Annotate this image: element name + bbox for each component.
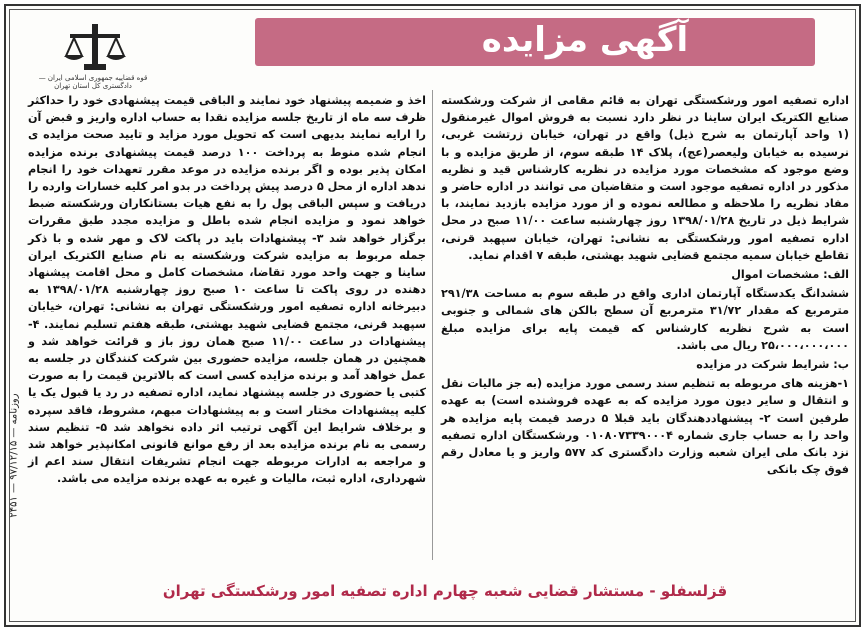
intro-paragraph: اداره تصفیه امور ورشکستگی تهران به قائم مقامی از شرکت ورشکسته صنایع الکتریک ایران ساینا در نظر دارد نسبت به فروش اموال غیرمنقول (۱ واحد آپارتمان به شرح ذیل) واقع در تهران، خیابان زرتشت غربی، نرسیده به خیابان ولیعصر(عج)، پلاک ۱۴ طبقه سوم، از طریق مزایده و با وضع موجود که مشخصات مورد مزایده در نظریه کارشناس قید و نظریه مذکور در اداره تصفیه موجود است و متقاضیان می توانند در اداره حاضر و مفاد نظریه را ملاحظه و مطالعه نموده و از مورد مزایده بازدید نمایند، با شرایط ذیل در تاریخ ۱۳۹۸/۰۱/۲۸ روز چهارشنبه ساعت ۱۱/۰۰ صبح در محل اداره تصفیه امور ورشکستگی به نشانی: تهران، خیابان سپهبد قرنی، تقاطع خیابان سمیه مجتمع قضایی شهید بهشتی، طبقه ۷ اقدام نماید.	[441, 94, 849, 262]
right-column	[441, 92, 849, 480]
section-a-heading: الف: مشخصات اموال	[731, 268, 849, 282]
section-a-text: ششدانگ یکدستگاه آپارتمان اداری واقع در طبقه سوم به مساحت ۲۹۱/۳۸ مترمربع که مقدار ۳۱/۷۲ مترمربع آن سطح بالکن های شمالی و جنوبی است به شرح نظریه کارشناس که قیمت پایه برای مزایده مبلغ ۲۵،۰۰۰،۰۰۰،۰۰۰ ریال می باشد.	[441, 287, 849, 352]
logo-caption: قوه قضاییه جمهوری اسلامی ایران — دادگستری کل استان تهران	[38, 74, 148, 90]
conditions-continued-text: اخذ و ضمیمه پیشنهاد خود نمایند و الباقی قیمت پیشنهادی خود را حداکثر ظرف سه ماه از تاریخ جلسه مزایده نقدا به حساب اداره واریز و قبض آن را ارایه نمایند بدیهی است که تحویل مورد مزاید و تایید صحت مزایده ی انجام شده منوط به پرداخت ۱۰۰ درصد قیمت پیشنهادی برنده مزایده امکان پذیر بوده و اگر برنده مزایده در موعد مقرر تعهدات خود را انجام ندهد اداره از محل ۵ درصد پیش پرداخت در بدو امر کلیه خسارات وارده را دریافت و سپس الباقی پول را به نفع هیات بستانکاران ورشکسته ضبط خواهد نمود و مزایده انجام شده باطل و مزایده مجدد طبق مقررات برگزار خواهد شد ۳- پیشنهادات باید در پاکت لاک و مهر شده و با ذکر جمله مربوط به مزایده شرکت ورشکسته به نام صنایع الکتریک ایران ساینا و جهت واحد مورد تقاضا، مشخصات کامل و محل اقامت پیشنهاد دهنده در روی پاکت تا ساعت ۱۰ صبح روز چهارشنبه ۱۳۹۸/۰۱/۲۸ به دبیرخانه اداره تصفیه امور ورشکستگی تهران به نشانی: تهران، خیابان سپهبد قرنی، مجتمع قضایی شهید بهشتی، طبقه هفتم تسلیم نمایند. ۴- پیشنهادات در ساعت ۱۱/۰۰ صبح همان روز باز و قرائت خواهد شد و همچنین در همان جلسه، مزایده حضوری بین شرکت کنندگان در جلسه به عمل خواهد آمد و برنده مزایده کسی است که بالاترین قیمت را به صورت کتبی یا حضوری در جلسه پیشنهاد نماید، اداره تصفیه در رد یا قبول یک یا کلیه پیشنهادات مختار است و به پیشنهادات مبهم، مشروط، فاقد سپرده و برخلاف شرایط این آگهی ترتیب اثر داده نخواهد شد ۵- تنظیم سند رسمی به نام برنده مزایده بعد از رفع موانع قانونی امکانپذیر خواهد شد و مراجعه به ادارات مربوطه جهت انجام تشریفات انتقال سند اعم از شهرداری، اداره ثبت، مالیات و غیره به عهده برنده مزایده می باشد.	[28, 94, 426, 486]
section-b-heading: ب: شرایط شرکت در مزایده	[696, 358, 849, 372]
page-title: آگهی مزایده	[481, 20, 689, 60]
ad-header	[10, 10, 855, 90]
column-divider	[432, 90, 433, 560]
left-column	[28, 92, 426, 490]
signature-line: قزلسفلو - مستشار قضایی شعبه چهارم اداره تصفیه امور ورشکستگی تهران	[162, 582, 728, 600]
section-b-text: ۱-هزینه های مربوطه به تنظیم سند رسمی مورد مزایده (به جز مالیات نقل و انتقال و سایر دیون مورد مزایده که به عهده فروشنده است) به عهده طرفین است ۲- پیشنهاددهندگان باید قبلا ۵ درصد قیمت پایه مزایده هر واحد را به حساب جاری شماره ۰۱۰۸۰۷۳۳۹۰۰۰۴ ورشکستگان اداره تصفیه نزد بانک ملی ایران شعبه وزارت دادگستری کد ۵۷۷ واریز و یا معادل رقم فوق چک بانکی	[441, 377, 850, 477]
side-margin	[4, 300, 18, 630]
side-margin-text: روزنامه — ۹۷/۱۲/۱۵ — ۲۴۵۱	[8, 393, 20, 518]
